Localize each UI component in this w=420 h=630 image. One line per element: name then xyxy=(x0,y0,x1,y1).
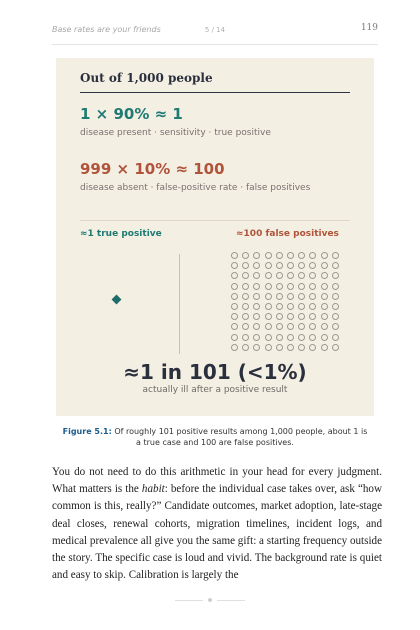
false-positive-dot-grid xyxy=(231,252,344,351)
false-positive-dot xyxy=(309,303,316,310)
false-positive-dot xyxy=(321,313,328,320)
false-positive-dot xyxy=(332,252,339,259)
figure-title-rule xyxy=(80,92,350,93)
false-positive-dot xyxy=(231,313,238,320)
false-positive-dot xyxy=(321,252,328,259)
footer-line-left xyxy=(175,600,203,601)
footer-line-right xyxy=(217,600,245,601)
false-positive-dot xyxy=(332,334,339,341)
false-positive-dot xyxy=(231,334,238,341)
false-positive-dot xyxy=(287,303,294,310)
false-positive-dot xyxy=(276,334,283,341)
false-positive-explanation: disease absent · false-positive rate · false positives xyxy=(80,183,311,193)
false-positive-dot xyxy=(298,293,305,300)
false-positive-dot xyxy=(265,303,272,310)
false-positive-dot xyxy=(253,262,260,269)
false-positive-dot xyxy=(242,303,249,310)
false-positive-dot xyxy=(253,303,260,310)
false-positive-dot xyxy=(321,323,328,330)
false-positive-dot xyxy=(287,272,294,279)
false-positive-dot xyxy=(298,272,305,279)
false-positive-dot xyxy=(321,293,328,300)
true-positive-marker xyxy=(112,295,122,305)
false-positive-dot xyxy=(242,293,249,300)
false-positive-dot xyxy=(309,334,316,341)
false-positive-dot xyxy=(231,344,238,351)
false-positive-dot xyxy=(231,303,238,310)
false-positive-dot xyxy=(287,252,294,259)
running-title: Base rates are your friends xyxy=(52,25,161,34)
false-positive-dot xyxy=(321,334,328,341)
vertical-divider xyxy=(179,254,180,354)
false-positive-dot xyxy=(287,262,294,269)
false-positive-dot xyxy=(276,272,283,279)
false-positive-dot xyxy=(276,303,283,310)
false-positive-dot xyxy=(242,272,249,279)
footer-ornament xyxy=(175,596,245,606)
false-positive-dot xyxy=(231,252,238,259)
false-positive-dot xyxy=(276,313,283,320)
false-positive-dot xyxy=(253,283,260,290)
body-paragraph xyxy=(52,464,382,584)
false-positive-dot xyxy=(231,323,238,330)
result-explanation: actually ill after a positive result xyxy=(142,385,288,395)
header-divider xyxy=(52,44,378,45)
false-positive-dot xyxy=(265,293,272,300)
false-positive-dot xyxy=(231,293,238,300)
false-positive-dot xyxy=(309,262,316,269)
false-positive-dot xyxy=(309,313,316,320)
false-positive-dot xyxy=(332,303,339,310)
false-positive-dot xyxy=(265,252,272,259)
false-positive-dot xyxy=(265,313,272,320)
false-positive-dot xyxy=(332,323,339,330)
footer-dot xyxy=(208,598,212,602)
false-positive-dot xyxy=(253,344,260,351)
false-positive-dot xyxy=(298,323,305,330)
figure-divider xyxy=(80,220,350,221)
false-positive-dot xyxy=(276,252,283,259)
false-positive-dot xyxy=(242,262,249,269)
true-positive-label: ≈1 true positive xyxy=(80,229,162,239)
false-positive-equation: 999 × 10% ≈ 100 xyxy=(80,160,225,178)
false-positive-dot xyxy=(332,293,339,300)
false-positive-dot xyxy=(321,303,328,310)
body-text-part-2: : before the individual case takes over, ask “how common is this, really?” Candidate outcomes, market adoption, late-stage deal closes, renewal cohorts, migration timelines, incident logs, and medical prevalence all give you the same gift: a starting frequency outside the story. The specific case is loud and vivid. The background rate is quiet and easy to skip. Calibration is largely the xyxy=(52,483,382,582)
false-positive-dot xyxy=(287,283,294,290)
false-positive-dot xyxy=(276,293,283,300)
false-positive-dot xyxy=(287,334,294,341)
false-positive-dot xyxy=(242,252,249,259)
figure-title: Out of 1,000 people xyxy=(80,71,213,85)
false-positive-dot xyxy=(287,293,294,300)
false-positive-dot xyxy=(309,283,316,290)
false-positive-dot xyxy=(231,283,238,290)
caption-text: Of roughly 101 positive results among 1,000 people, about 1 is a true case and 100 are false positives. xyxy=(111,427,368,447)
false-positive-label: ≈100 false positives xyxy=(236,229,339,239)
false-positive-dot xyxy=(321,272,328,279)
false-positive-dot xyxy=(309,272,316,279)
false-positive-dot xyxy=(309,252,316,259)
false-positive-dot xyxy=(253,272,260,279)
false-positive-dot xyxy=(298,283,305,290)
false-positive-dot xyxy=(253,252,260,259)
figure-panel xyxy=(56,58,374,416)
false-positive-dot xyxy=(332,272,339,279)
running-header xyxy=(52,22,378,42)
false-positive-dot xyxy=(265,262,272,269)
false-positive-dot xyxy=(265,272,272,279)
false-positive-dot xyxy=(231,272,238,279)
false-positive-dot xyxy=(287,323,294,330)
false-positive-dot xyxy=(332,313,339,320)
true-positive-equation: 1 × 90% ≈ 1 xyxy=(80,105,183,123)
body-emphasis: habit xyxy=(141,483,165,496)
false-positive-dot xyxy=(332,283,339,290)
false-positive-dot xyxy=(265,334,272,341)
false-positive-dot xyxy=(242,334,249,341)
false-positive-dot xyxy=(321,283,328,290)
false-positive-dot xyxy=(298,344,305,351)
figure-caption xyxy=(60,426,370,448)
false-positive-dot xyxy=(332,262,339,269)
false-positive-dot xyxy=(242,344,249,351)
false-positive-dot xyxy=(309,323,316,330)
false-positive-dot xyxy=(298,313,305,320)
false-positive-dot xyxy=(242,313,249,320)
false-positive-dot xyxy=(253,293,260,300)
false-positive-dot xyxy=(231,262,238,269)
false-positive-dot xyxy=(253,323,260,330)
false-positive-dot xyxy=(276,283,283,290)
false-positive-dot xyxy=(242,283,249,290)
false-positive-dot xyxy=(287,313,294,320)
false-positive-dot xyxy=(321,344,328,351)
false-positive-dot xyxy=(276,323,283,330)
false-positive-dot xyxy=(265,283,272,290)
false-positive-dot xyxy=(276,344,283,351)
false-positive-dot xyxy=(276,262,283,269)
false-positive-dot xyxy=(298,303,305,310)
false-positive-dot xyxy=(298,262,305,269)
false-positive-dot xyxy=(309,293,316,300)
false-positive-dot xyxy=(253,313,260,320)
false-positive-dot xyxy=(242,323,249,330)
body-text-part-1: You do not need to do this arithmetic in your head for every judgment. What matters is the xyxy=(52,466,382,496)
false-positive-dot xyxy=(253,334,260,341)
false-positive-dot xyxy=(321,262,328,269)
figure-label: Figure 5.1: xyxy=(62,427,112,436)
false-positive-dot xyxy=(298,334,305,341)
false-positive-dot xyxy=(309,344,316,351)
false-positive-dot xyxy=(287,344,294,351)
false-positive-dot xyxy=(265,344,272,351)
page-number: 119 xyxy=(360,23,378,33)
true-positive-explanation: disease present · sensitivity · true positive xyxy=(80,128,271,138)
false-positive-dot xyxy=(332,344,339,351)
section-indicator: 5 / 14 xyxy=(204,26,226,34)
false-positive-dot xyxy=(298,252,305,259)
result-headline: ≈1 in 101 (<1%) xyxy=(123,360,307,384)
false-positive-dot xyxy=(265,323,272,330)
